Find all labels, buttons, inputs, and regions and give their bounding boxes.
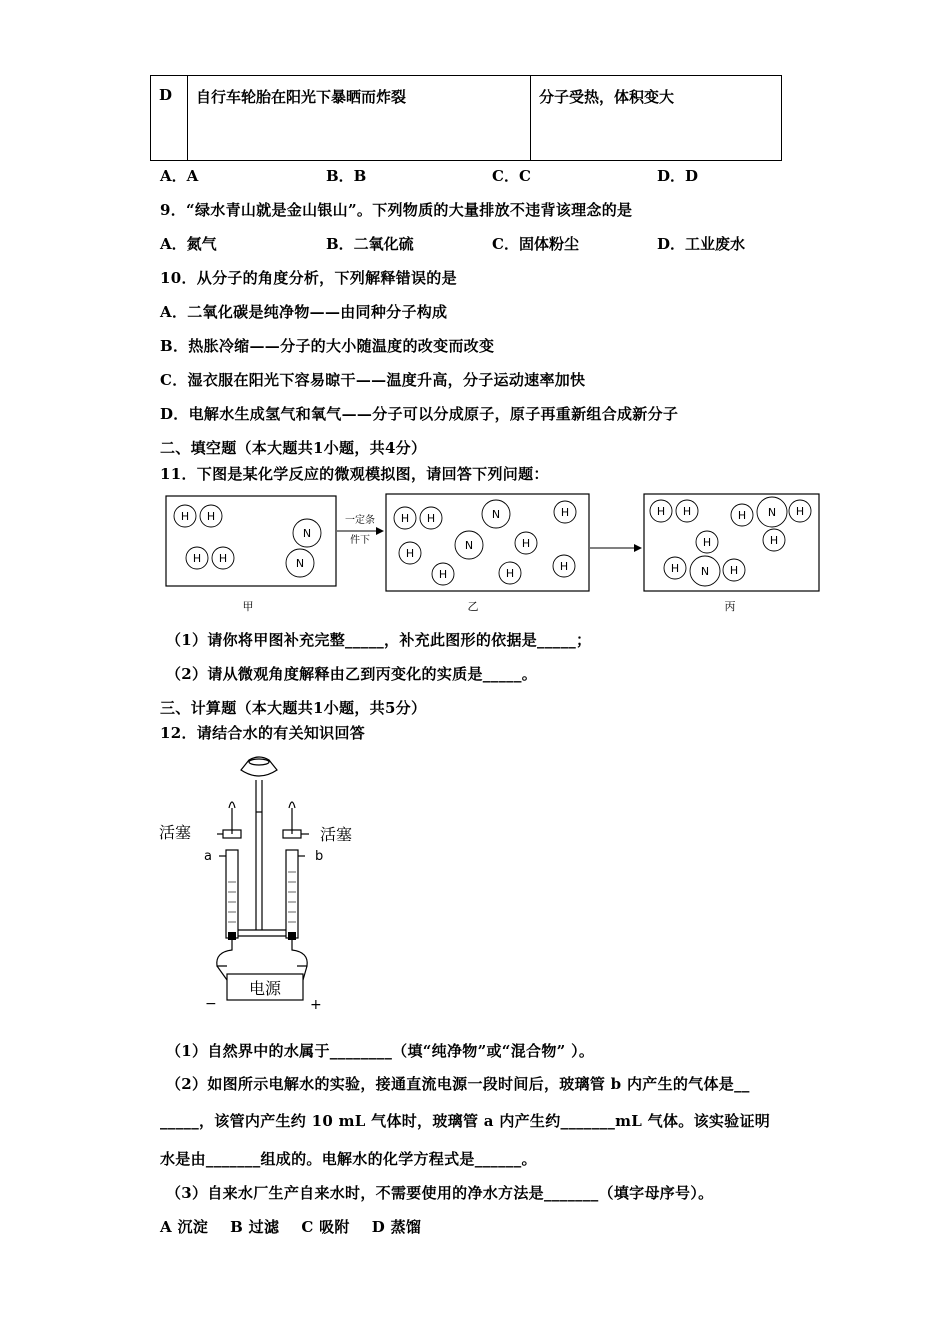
table-cell-key: D [151,76,188,161]
q9-stem: 9．“绿水青山就是金山银山”。下列物质的大量排放不违背该理念的是 [160,201,633,219]
hydrogen-atom-label: H [438,568,448,581]
hydrogen-atom-label: H [521,537,531,550]
arrow-reaction-condition [337,513,384,546]
q8-option-c[interactable]: C．C [492,167,531,185]
hydrogen-atom-label: H [670,562,680,575]
hydrogen-atom-label: H [656,505,666,518]
q9-option-a[interactable]: A．氮气 [160,235,217,253]
terminal-minus: − [205,996,217,1012]
label-yi: 乙 [467,600,479,613]
nitrogen-atom-label: N [295,557,305,570]
h-atom-group [394,500,576,585]
q11-reaction-diagram [160,488,825,618]
q12-sub2-line1: （2）如图所示电解水的实验，接通直流电源一段时间后，玻璃管 b 内产生的气体是__ [166,1075,750,1093]
h2-molecule [174,505,222,527]
hydrogen-atom-label: H [206,510,216,523]
q10-option-b[interactable]: B．热胀冷缩——分子的大小随温度的改变而改变 [160,337,495,355]
hydrogen-atom-label: H [560,506,570,519]
tube-b [286,850,298,938]
hydrogen-atom-label: H [702,536,712,549]
hydrogen-atom-label: H [218,552,228,565]
n2-molecule [286,519,321,577]
q11-sub1: （1）请你将甲图补充完整_____，补充此图形的依据是_____； [166,631,592,649]
q12-options[interactable]: A 沉淀 B 过滤 C 吸附 D 蒸馏 [160,1218,422,1236]
hydrogen-atom-label: H [682,505,692,518]
answer-table [150,75,782,161]
q9-option-d[interactable]: D．工业废水 [657,235,746,253]
hydrogen-atom-label: H [400,512,410,525]
hydrogen-atom-label: H [769,534,779,547]
hydrogen-atom-label: H [737,509,747,522]
power-label: 电源 [248,979,282,998]
label-jia: 甲 [242,600,254,613]
nitrogen-atom-label: N [491,508,501,521]
q12-sub2-line3: 水是由_______组成的。电解水的化学方程式是______。 [160,1150,537,1168]
arrow-label-2: 件下 [350,535,370,546]
hydrogen-atom-label: H [505,567,515,580]
q10-option-a[interactable]: A．二氧化碳是纯净物——由同种分子构成 [160,303,448,321]
arrow-label-1: 一定条 [345,515,375,526]
q10-option-c[interactable]: C．湿衣服在阳光下容易晾干——温度升高，分子运动速率加快 [160,371,586,389]
q11-sub2: （2）请从微观角度解释由乙到丙变化的实质是_____。 [166,665,538,683]
hydrogen-atom-label: H [192,552,202,565]
q10-option-d[interactable]: D．电解水生成氢气和氧气——分子可以分成原子，原子再重新组合成新分子 [160,405,679,423]
nitrogen-atom-label: N [302,527,312,540]
q12-sub1: （1）自然界中的水属于________（填“纯净物”或“混合物” ）。 [166,1042,595,1060]
section-title-fill-in: 二、填空题（本大题共1小题，共4分） [160,439,427,457]
q12-sub3: （3）自来水厂生产自来水时，不需要使用的净水方法是_______（填字母序号）。 [166,1184,714,1202]
q8-option-d[interactable]: D．D [657,167,699,185]
terminal-plus: + [310,997,322,1013]
q9-option-b[interactable]: B．二氧化硫 [326,235,414,253]
hydrogen-atom-label: H [795,505,805,518]
electrolysis-apparatus [155,752,370,1014]
q8-option-a[interactable]: A．A [160,167,199,185]
q8-option-b[interactable]: B．B [326,167,367,185]
hydrogen-atom-label: H [180,510,190,523]
hydrogen-atom-label: H [559,560,569,573]
q12-sub2-line2: _____，该管内产生约 10 mL 气体时，玻璃管 a 内产生约_______mL 气体。该实验证明 [160,1112,771,1130]
q11-stem: 11．下图是某化学反应的微观模拟图，请回答下列问题： [160,465,549,483]
table-cell-explanation: 分子受热，体积变大 [531,76,782,161]
label-bing: 丙 [724,600,736,613]
nitrogen-atom-label: N [700,565,710,578]
funnel [241,757,277,776]
hydrogen-atom-label: H [426,512,436,525]
nitrogen-atom-label: N [767,506,777,519]
valve-label-right: 活塞 [320,825,353,844]
tube-label-a: a [204,849,212,864]
table-cell-phenomenon: 自行车轮胎在阳光下暴晒而炸裂 [188,76,531,161]
arrow-yi-to-bing [590,544,642,552]
nh3-molecules [650,497,811,586]
tube-a [226,850,238,938]
valve-label-left: 活塞 [159,823,192,842]
hydrogen-atom-label: H [405,547,415,560]
q9-option-c[interactable]: C．固体粉尘 [492,235,579,253]
section-title-calc: 三、计算题（本大题共1小题，共5分） [160,699,427,717]
nitrogen-atom-label: N [464,539,474,552]
q12-stem: 12．请结合水的有关知识回答 [160,724,366,742]
hydrogen-atom-label: H [729,564,739,577]
table-row [151,76,782,161]
q10-stem: 10．从分子的角度分析，下列解释错误的是 [160,269,457,287]
tube-label-b: b [315,849,324,864]
h2-molecule [186,547,234,569]
